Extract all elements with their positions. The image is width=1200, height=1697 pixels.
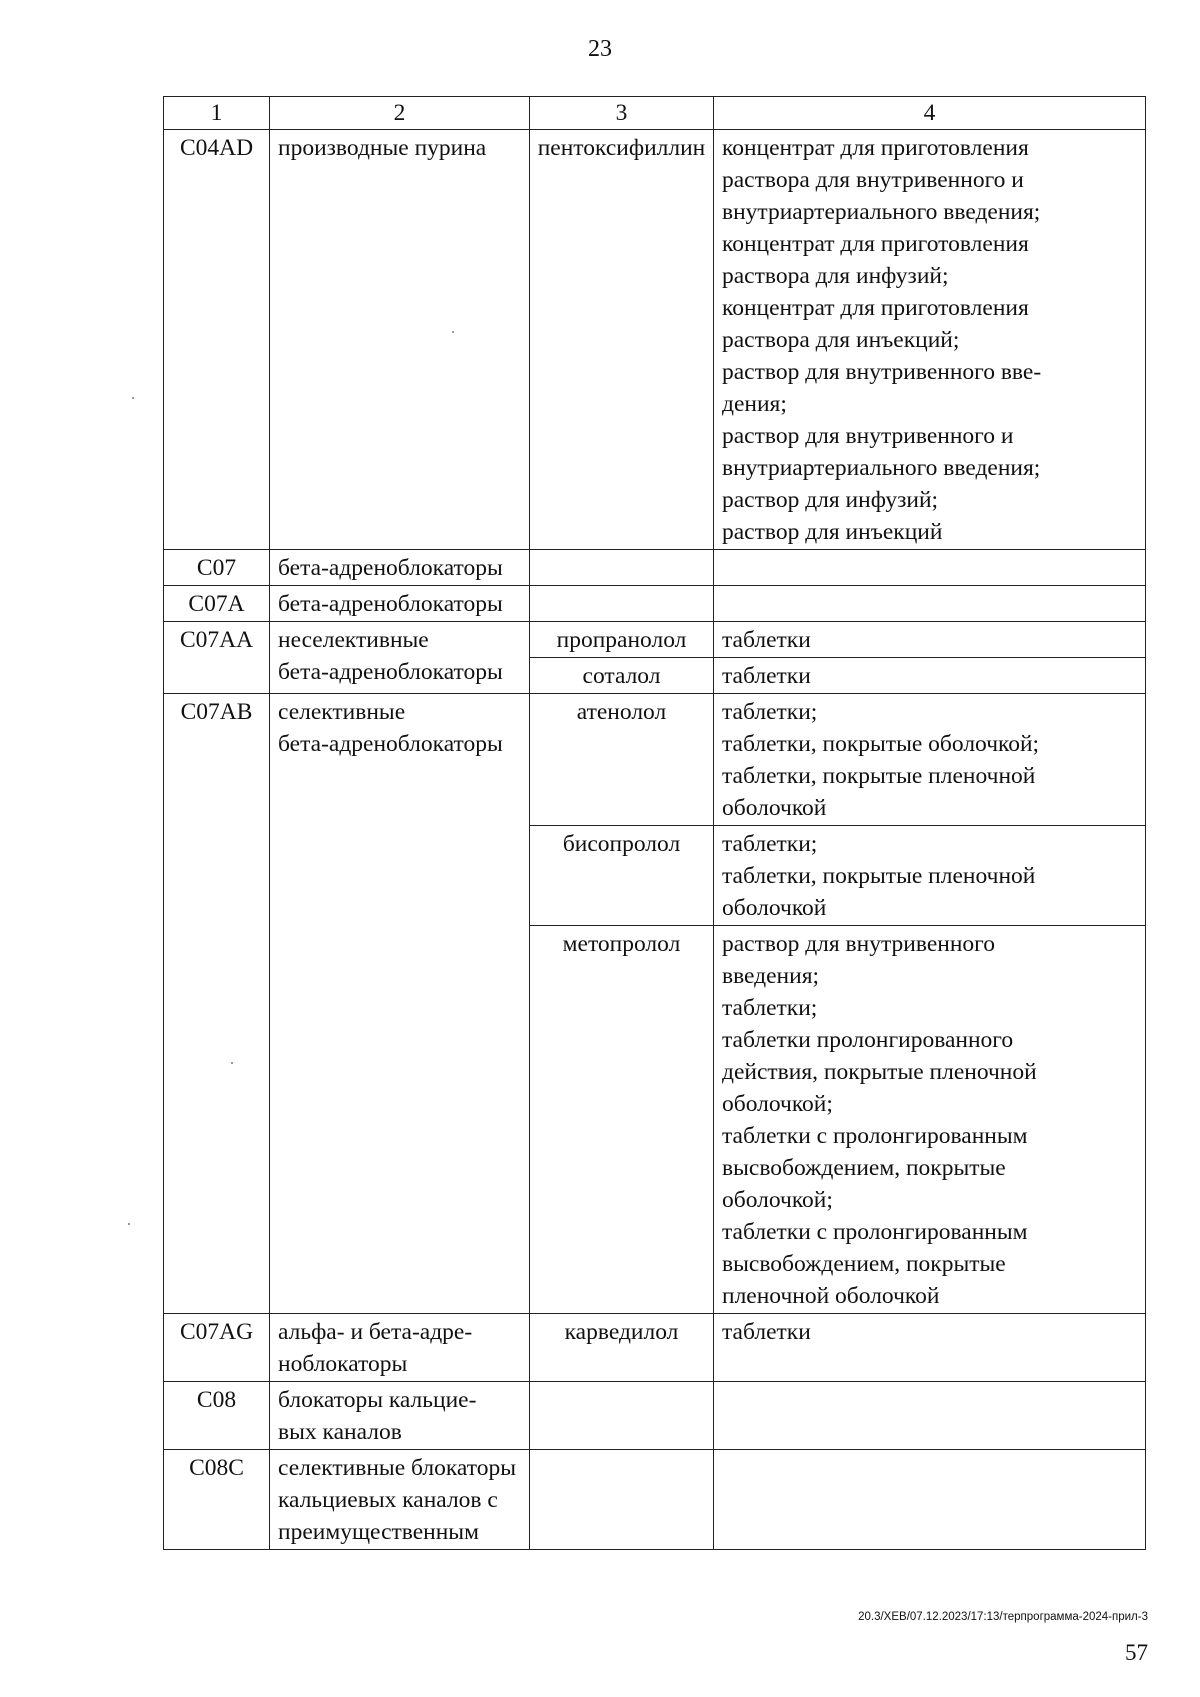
form-line: оболочкой; xyxy=(722,1187,833,1213)
drug-name xyxy=(530,1382,714,1450)
form-line: раствора для инъекций; xyxy=(722,327,960,353)
page-number-bottom: 57 xyxy=(1125,1640,1148,1665)
dosage-forms: таблетки xyxy=(714,658,1146,694)
form-line: таблетки; xyxy=(722,995,818,1021)
form-line: раствор для внутривенного и xyxy=(722,423,1014,449)
drug-name xyxy=(530,550,714,586)
form-line: действия, покрытые пленочной xyxy=(722,1059,1037,1085)
atc-code: C08 xyxy=(164,1382,270,1450)
form-line: раствор для инфузий; xyxy=(722,487,939,513)
table-row xyxy=(164,586,1146,622)
form-line: таблетки; xyxy=(722,699,818,725)
group-line: вых каналов xyxy=(278,1419,402,1445)
drug-name: соталол xyxy=(530,658,714,694)
dosage-forms xyxy=(714,926,1146,1314)
form-line: раствор для внутривенного вве- xyxy=(722,359,1042,385)
form-line: раствор для инъекций xyxy=(722,519,943,545)
drug-name: пропранолол xyxy=(530,622,714,658)
form-line: оболочкой; xyxy=(722,1091,833,1117)
form-line: оболочкой xyxy=(722,895,827,921)
group-line: бета-адреноблокаторы xyxy=(278,659,503,685)
form-line: таблетки, покрытые пленочной xyxy=(722,763,1036,789)
form-line: концентрат для приготовления xyxy=(722,231,1029,257)
drug-name xyxy=(530,1450,714,1550)
drug-name: атенолол xyxy=(530,694,714,826)
form-line: раствора для внутривенного и xyxy=(722,167,1024,193)
header-col-1: 1 xyxy=(164,97,270,130)
form-line: таблетки с пролонгированным xyxy=(722,1219,1028,1245)
group-name: бета-адреноблокаторы xyxy=(270,550,530,586)
header-col-2: 2 xyxy=(270,97,530,130)
atc-code: C07AA xyxy=(164,622,270,694)
page-number-top: 23 xyxy=(588,36,612,62)
table-row xyxy=(164,1382,1146,1450)
form-line: высвобождением, покрытые xyxy=(722,1155,1006,1181)
drug-name: метопролол xyxy=(530,926,714,1314)
dosage-forms xyxy=(714,694,1146,826)
group-line: неселективные xyxy=(278,627,429,653)
group-name: производные пурина xyxy=(270,130,530,550)
drug-name xyxy=(530,586,714,622)
group-line: альфа- и бета-адре- xyxy=(278,1319,473,1345)
table-row xyxy=(164,1314,1146,1382)
atc-code: C07A xyxy=(164,586,270,622)
group-line: селективные блокаторы xyxy=(278,1455,517,1481)
atc-code: C08C xyxy=(164,1450,270,1550)
form-line: концентрат для приготовления xyxy=(722,295,1029,321)
form-line: оболочкой xyxy=(722,795,827,821)
form-line: пленочной оболочкой xyxy=(722,1283,940,1309)
group-line: кальциевых каналов с xyxy=(278,1487,498,1513)
header-col-4: 4 xyxy=(714,97,1146,130)
group-line: блокаторы кальцие- xyxy=(278,1387,477,1413)
drug-name: бисопролол xyxy=(530,826,714,926)
table-row xyxy=(164,130,1146,550)
medication-table xyxy=(163,96,1146,1550)
group-name xyxy=(270,694,530,1314)
form-line: раствор для внутривенного xyxy=(722,931,995,957)
group-line: ноблокаторы xyxy=(278,1351,408,1377)
form-line: таблетки, покрытые оболочкой; xyxy=(722,731,1040,757)
group-line: бета-адреноблокаторы xyxy=(278,731,503,757)
table-row xyxy=(164,550,1146,586)
dosage-forms: таблетки xyxy=(714,1314,1146,1382)
form-line: таблетки с пролонгированным xyxy=(722,1123,1028,1149)
table-row xyxy=(164,694,1146,826)
group-name xyxy=(270,1450,530,1550)
group-name xyxy=(270,1382,530,1450)
form-line: дения; xyxy=(722,391,787,417)
dosage-forms xyxy=(714,826,1146,926)
scan-speck xyxy=(452,331,454,333)
form-line: таблетки; xyxy=(722,831,818,857)
table-row xyxy=(164,1450,1146,1550)
drug-name: карведилол xyxy=(530,1314,714,1382)
group-line: селективные xyxy=(278,699,406,725)
form-line: раствора для инфузий; xyxy=(722,263,949,289)
footer-document-code: 20.3/ХЕВ/07.12.2023/17:13/терпрограмма-2024-прил-3 xyxy=(858,1611,1148,1623)
form-line: высвобождением, покрытые xyxy=(722,1251,1006,1277)
dosage-forms xyxy=(714,1450,1146,1550)
form-line: внутриартериального введения; xyxy=(722,199,1041,225)
dosage-forms xyxy=(714,550,1146,586)
drug-name: пентоксифиллин xyxy=(530,130,714,550)
scan-speck xyxy=(128,1223,130,1225)
form-line: концентрат для приготовления xyxy=(722,135,1029,161)
scan-speck xyxy=(132,397,134,399)
dosage-forms: таблетки xyxy=(714,622,1146,658)
atc-code: C07 xyxy=(164,550,270,586)
form-line: введения; xyxy=(722,963,820,989)
table-row xyxy=(164,622,1146,658)
table-header-row xyxy=(164,97,1146,130)
header-col-3: 3 xyxy=(530,97,714,130)
group-line: преимущественным xyxy=(278,1519,479,1545)
dosage-forms xyxy=(714,1382,1146,1450)
atc-code: C07AG xyxy=(164,1314,270,1382)
form-line: таблетки пролонгированного xyxy=(722,1027,1014,1053)
atc-code: C04AD xyxy=(164,130,270,550)
dosage-forms xyxy=(714,130,1146,550)
group-name xyxy=(270,622,530,694)
atc-code: C07AB xyxy=(164,694,270,1314)
scan-speck xyxy=(231,1062,233,1064)
form-line: внутриартериального введения; xyxy=(722,455,1041,481)
group-name xyxy=(270,1314,530,1382)
form-line: таблетки, покрытые пленочной xyxy=(722,863,1036,889)
dosage-forms xyxy=(714,586,1146,622)
group-name: бета-адреноблокаторы xyxy=(270,586,530,622)
